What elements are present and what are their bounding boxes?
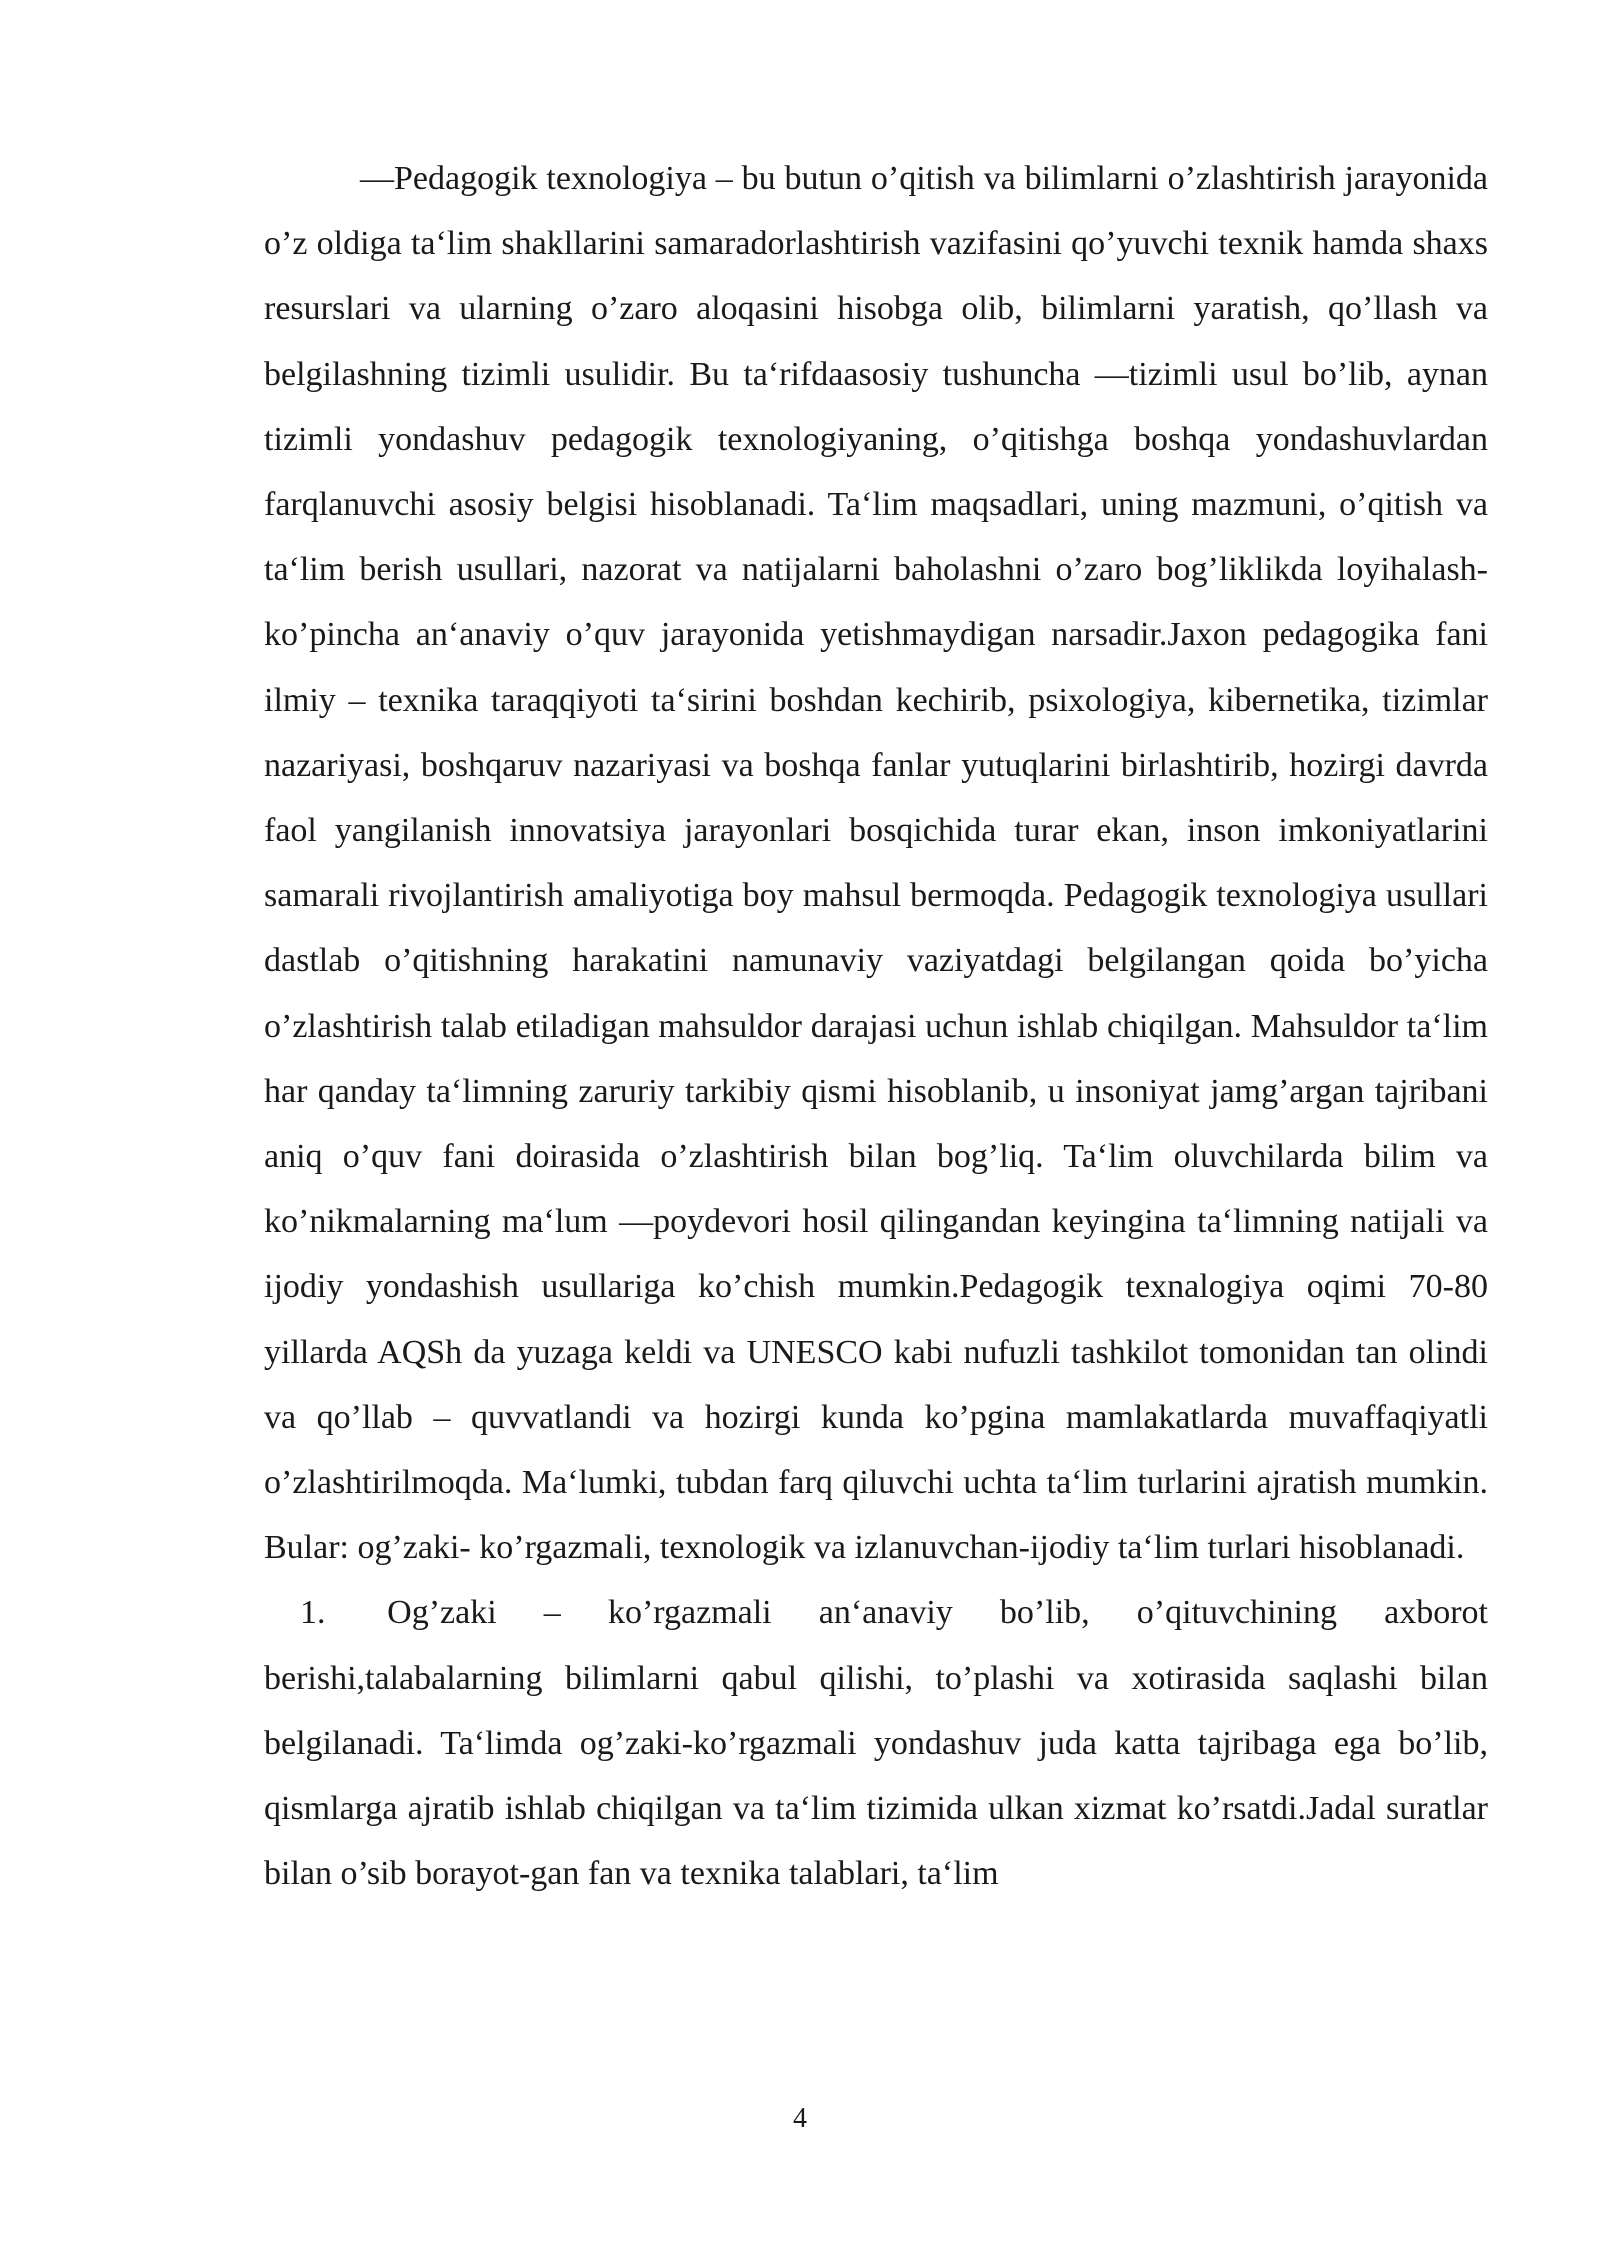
paragraph: —Pedagogik texnologiya – bu butun o’qitish va bilimlarni o’zlashtirish jarayonida o’z oldiga ta‘lim shakllarini samaradorlashtirish vazifasini qo’yuvchi texnik hamda shaxs resurslari va ularning o’zaro aloqasini hisobga olib, bilimlarni yaratish, qo’llash va belgilashning tizimli usulidir. Bu ta‘rifdaasosiy tushuncha —tizimli usul bo’lib, aynan tizimli yondashuv pedagogik texnologiyaning, o’qitishga boshqa yondashuvlardan farqlanuvchi asosiy belgisi hisoblanadi. Ta‘lim maqsadlari, uning mazmuni, o’qitish va ta‘lim berish usullari, nazorat va natijalarni baholashni o’zaro bog’liklikda loyihalash-ko’pincha an‘anaviy o’quv jarayonida yetishmaydigan narsadir.Jaxon pedagogika fani ilmiy – texnika taraqqiyoti ta‘sirini boshdan kechirib, psixologiya, kibernetika, tizimlar nazariyasi, boshqaruv nazariyasi va boshqa fanlar yutuqlarini birlashtirib, hozirgi davrda faol yangilanish innovatsiya jarayonlari bosqichida turar ekan, inson imkoniyatlarini samarali rivojlantirish amaliyotiga boy mahsul bermoqda. Pedagogik texnologiya usullari dastlab o’qitishning harakatini namunaviy vaziyatdagi belgilangan qoida bo’yicha o’zlashtirish talab etiladigan mahsuldor darajasi uchun ishlab chiqilgan. Mahsuldor ta‘lim har qanday ta‘limning zaruriy tarkibiy qismi hisoblanib, u insoniyat jamg’argan tajribani aniq o’quv fani doirasida o’zlashtirish bilan bog’liq. Ta‘lim oluvchilarda bilim va ko’nikmalarning ma‘lum —poydevori hosil qilingandan keyingina ta‘limning natijali va ijodiy yondashish usullariga ko’chish mumkin.Pedagogik texnalogiya oqimi 70-80 yillarda AQSh da yuzaga keldi va UNESCO kabi nufuzli tashkilot tomonidan tan olindi va qo’llab – quvvatlandi va hozirgi kunda ko’pgina mamlakatlarda muvaffaqiyatli o’zlashtirilmoqda. Ma‘lumki, tubdan farq qiluvchi uchta ta‘lim turlarini ajratish mumkin. Bular: og’zaki- ko’rgazmali, texnologik va izlanuvchan-ijodiy ta‘lim turlari hisoblanadi. bbox=[264, 160, 1488, 1567]
page-number: 4 bbox=[793, 2103, 807, 2134]
list-item-number: 1. bbox=[300, 1594, 326, 1632]
list-item bbox=[264, 1580, 1488, 1906]
body-text bbox=[264, 146, 1488, 1906]
list-item-text: Og’zaki – ko’rgazmali an‘anaviy bo’lib, o’qituvchining axborot berishi,talabalarning bilimlarni qabul qilishi, to’plashi va xotirasida saqlashi bilan belgilanadi. Ta‘limda og’zaki-ko’rgazmali yondashuv juda katta tajribaga ega bo’lib, qismlarga ajratib ishlab chiqilgan va ta‘lim tizimida ulkan xizmat ko’rsatdi.Jadal suratlar bilan o’sib borayot-gan fan va texnika talablari, ta‘lim bbox=[264, 1594, 1488, 1893]
